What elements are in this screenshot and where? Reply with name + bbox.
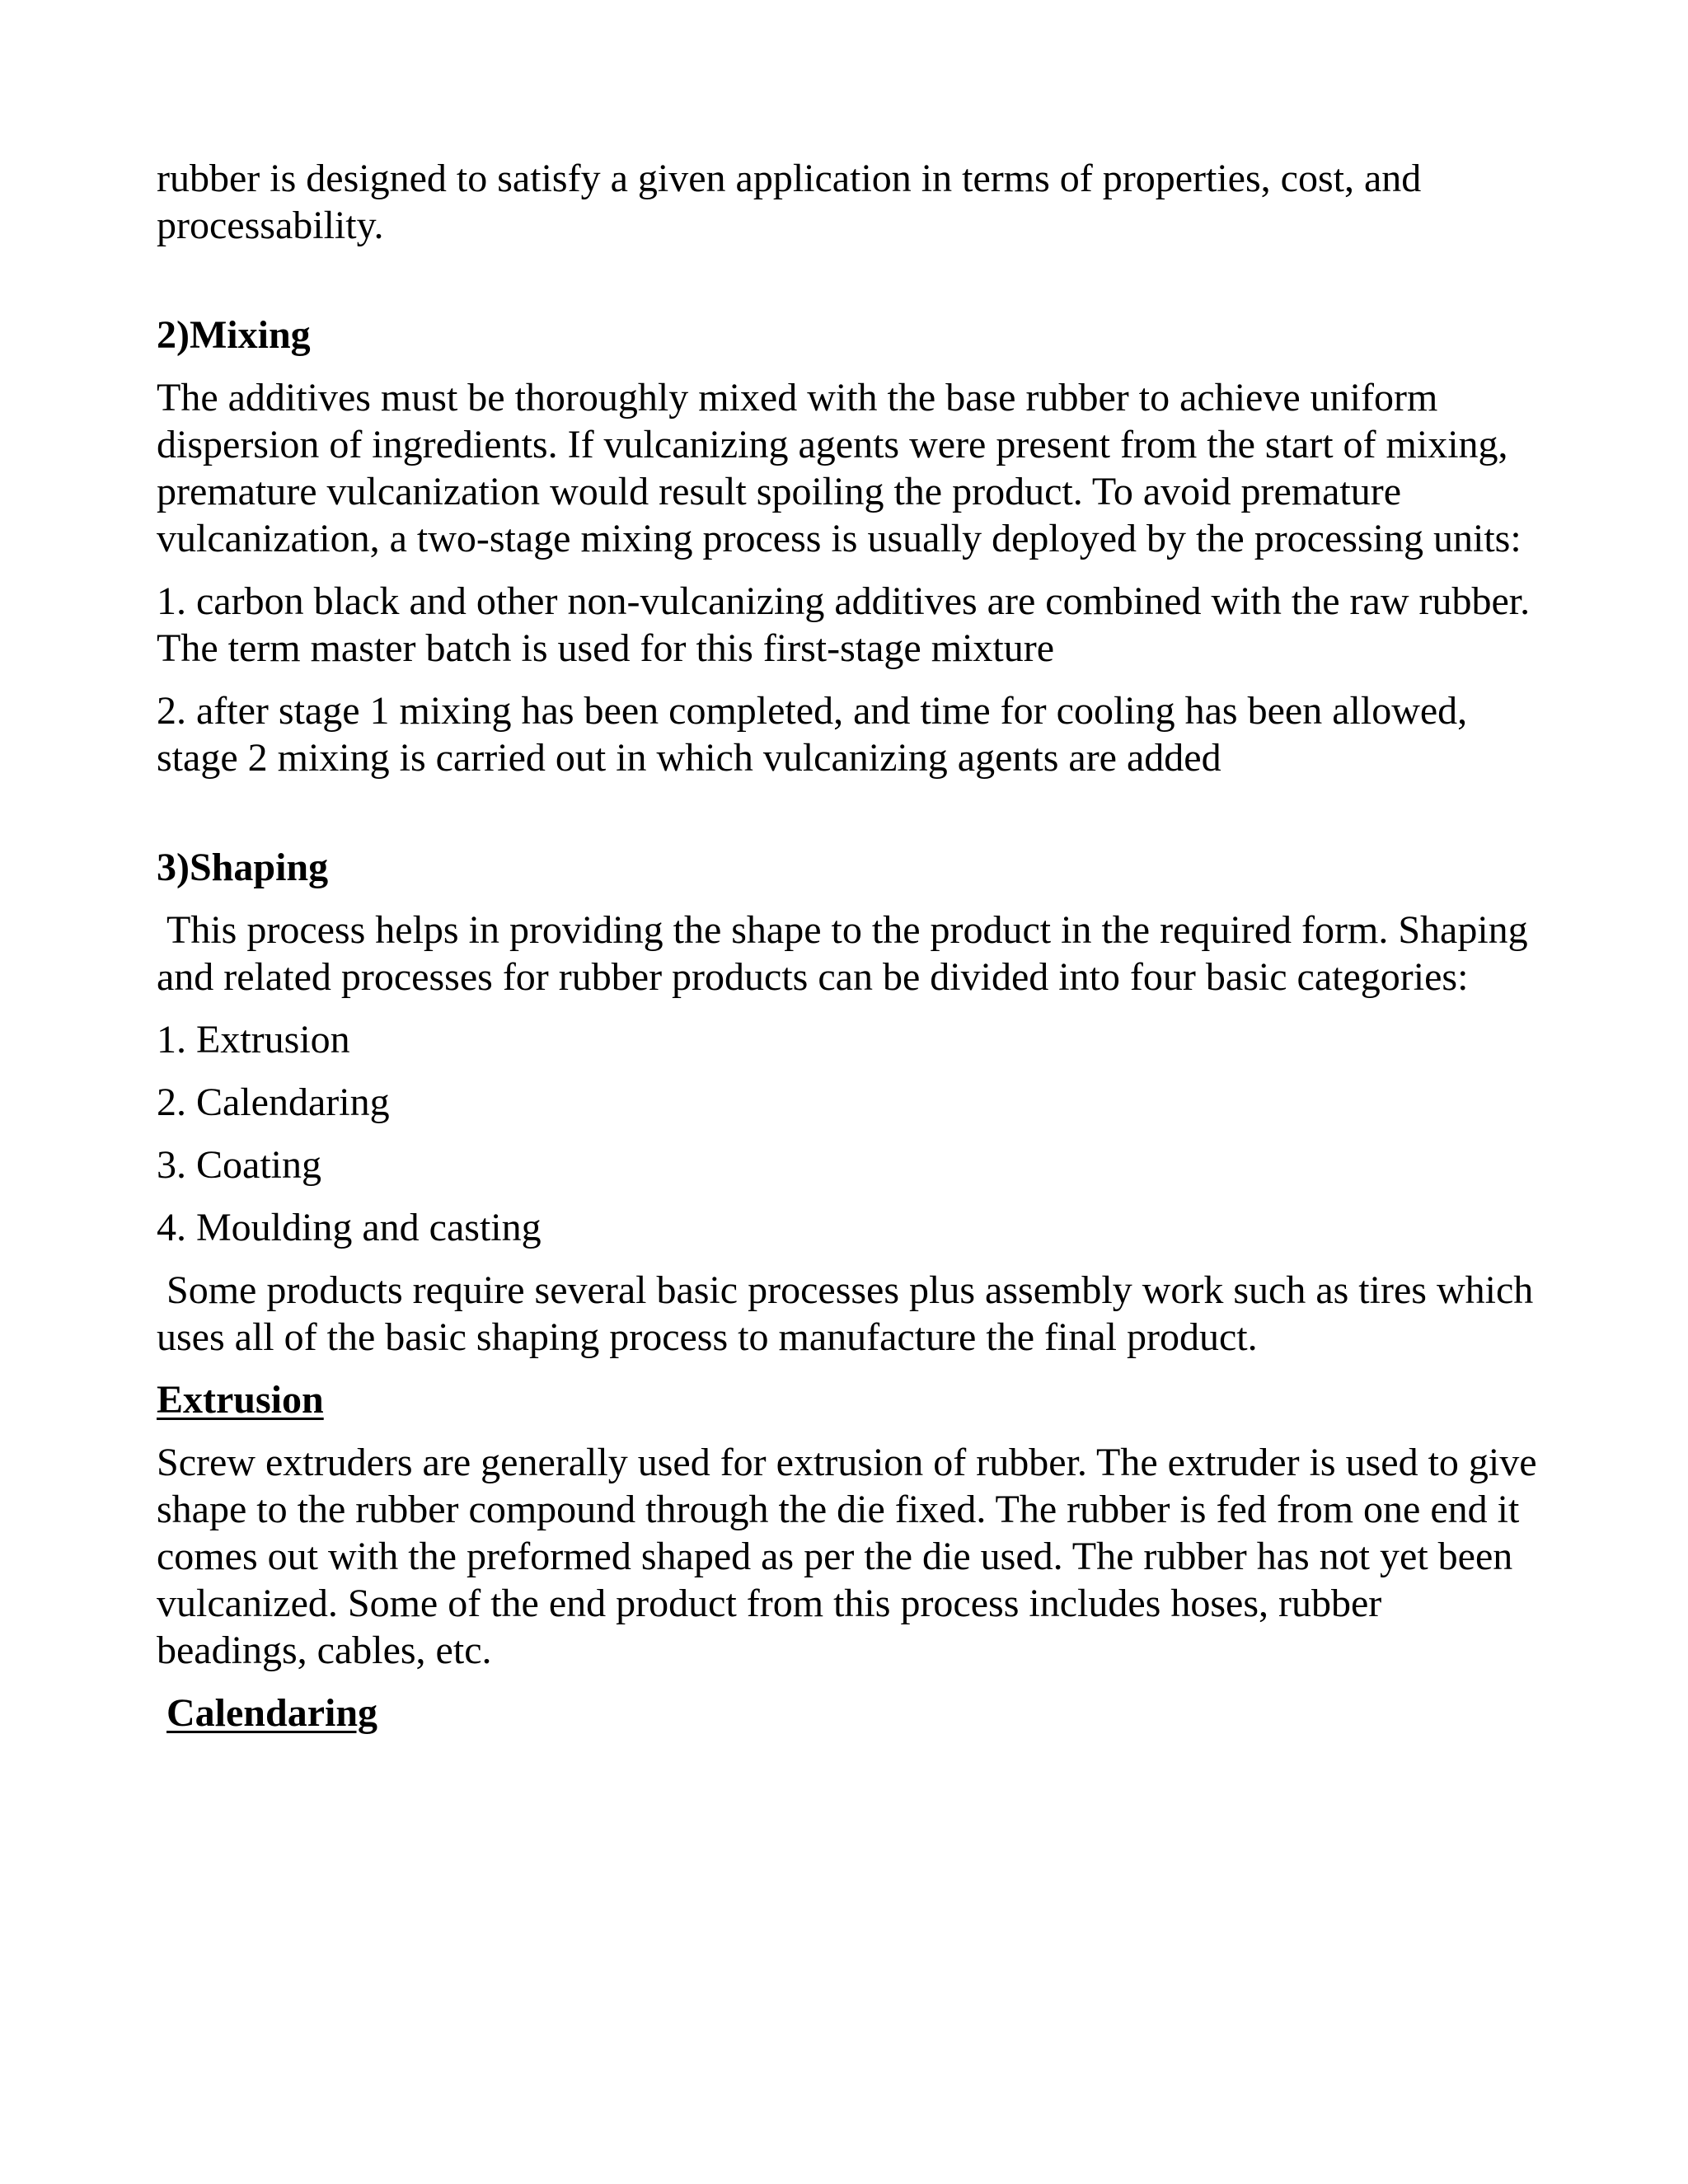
- mixing-step-1: 1. carbon black and other non-vulcanizing additives are combined with the raw rubber. The term master batch is used for this first-stage mixture: [157, 579, 1531, 670]
- shaping-paragraph: This process helps in providing the shape to the product in the required form. Shaping and related processes for rubber products can be divided into four basic categories:: [157, 908, 1538, 999]
- shaping-category-3: 3. Coating: [157, 1143, 321, 1187]
- extrusion-paragraph: Screw extruders are generally used for extrusion of rubber. The extruder is used to give shape to the rubber compound through the die fixed. The rubber is fed from one end it comes out with the preformed shaped as per the die used. The rubber has not yet been vulcanized. Some of the end product from this process includes hoses, rubber beadings, cables, etc.: [157, 1441, 1537, 1672]
- mixing-paragraph: The additives must be thoroughly mixed with the base rubber to achieve uniform dispersion of ingredients. If vulcanizing agents were present from the start of mixing, premature vulcanization would result spoiling the product. To avoid premature vulcanization, a two-stage mixing process is usually deployed by the processing units:: [157, 376, 1522, 560]
- shaping-category-1: 1. Extrusion: [157, 1018, 350, 1062]
- shaping-closing-paragraph: Some products require several basic processes plus assembly work such as tires which uses all of the basic shaping process to manufacture the final product.: [157, 1268, 1544, 1359]
- extrusion-heading: Extrusion: [157, 1378, 324, 1422]
- shaping-heading: 3)Shaping: [157, 846, 329, 889]
- intro-paragraph: rubber is designed to satisfy a given application in terms of properties, cost, and processability.: [157, 157, 1422, 247]
- calendaring-heading: Calendaring: [166, 1691, 378, 1735]
- shaping-category-2: 2. Calendaring: [157, 1080, 390, 1124]
- document-page: [157, 155, 1544, 1736]
- mixing-heading: 2)Mixing: [157, 313, 311, 357]
- shaping-category-4: 4. Moulding and casting: [157, 1206, 542, 1249]
- mixing-step-2: 2. after stage 1 mixing has been completed, and time for cooling has been allowed, stage 2 mixing is carried out in which vulcanizing agents are added: [157, 689, 1468, 780]
